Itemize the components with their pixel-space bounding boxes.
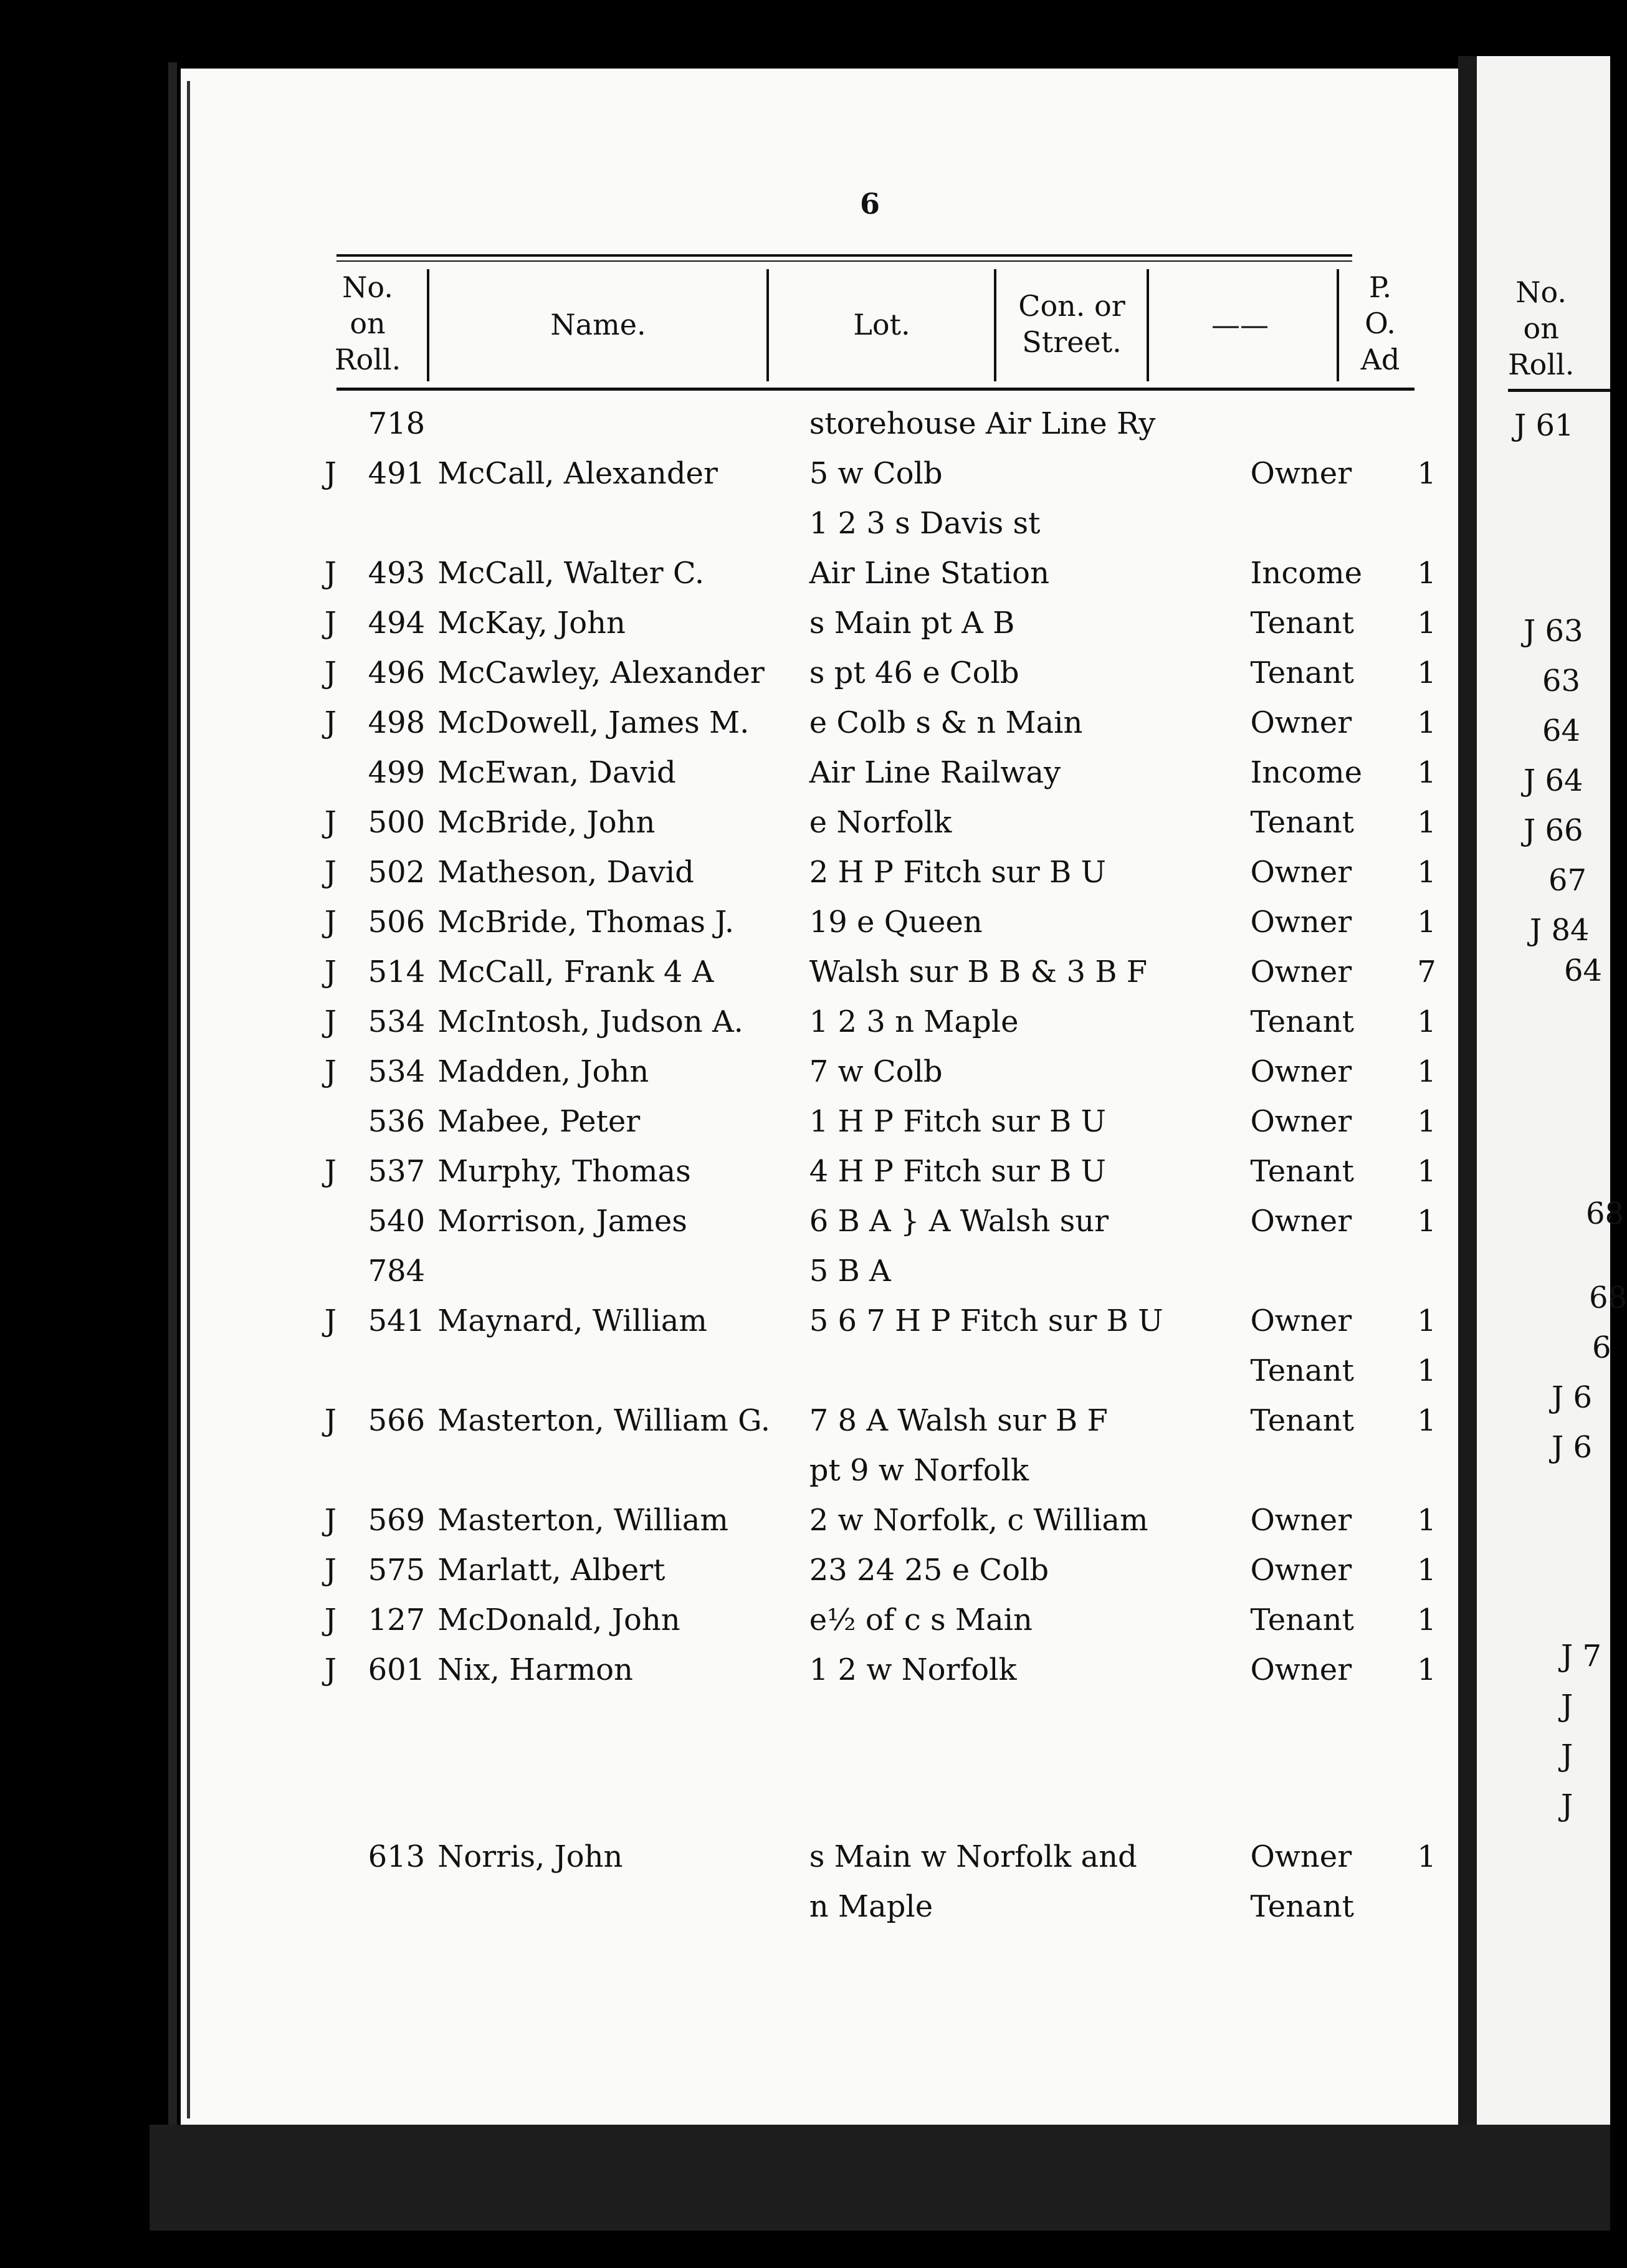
cell-name: McDonald, John <box>437 1603 680 1637</box>
cell-num: 566 <box>368 1403 426 1438</box>
cell-name <box>437 1452 809 1502</box>
cell-name: Masterton, William G. <box>437 1403 771 1438</box>
cell-num: 534 <box>368 1054 426 1089</box>
cell-j <box>312 1103 350 1153</box>
cell-name: McBride, Thomas J. <box>437 905 735 940</box>
cell-type: Owner <box>1250 855 1352 890</box>
table-row <box>312 405 1452 455</box>
cell-type <box>1250 405 1401 455</box>
cell-num: 498 <box>368 705 426 740</box>
cell-po: 1 <box>1417 1104 1436 1139</box>
cell-lot: 5 6 7 H P Fitch sur B U <box>809 1303 1163 1338</box>
cell-num: 502 <box>368 855 426 890</box>
cell-num: 534 <box>368 1004 426 1039</box>
cell-type: Owner <box>1250 1054 1352 1089</box>
cell-name <box>437 1888 809 1938</box>
top-rule <box>336 254 1352 257</box>
cell-name: Norris, John <box>437 1839 623 1874</box>
cell-po: 1 <box>1417 1303 1436 1338</box>
cell-j: J <box>324 1154 336 1189</box>
cell-po: 1 <box>1417 606 1436 641</box>
cell-name: Maynard, William <box>437 1303 707 1338</box>
table-row <box>312 854 1452 903</box>
cell-lot: 1 2 w Norfolk <box>809 1652 1017 1687</box>
cell-j <box>312 1838 350 1888</box>
cell-lot: s Main pt A B <box>809 606 1015 641</box>
cell-po: 1 <box>1417 1403 1436 1438</box>
cell-type: Income <box>1250 755 1363 790</box>
cell-j: J <box>324 1303 336 1338</box>
cell-name: McCall, Alexander <box>437 456 718 491</box>
table-row <box>312 903 1452 953</box>
column-divider <box>427 269 429 381</box>
cell-type: Tenant <box>1250 1603 1354 1637</box>
cell-j: J <box>324 606 336 641</box>
page-number: 6 <box>860 187 880 221</box>
header-con-street: Con. or Street. <box>1018 289 1125 359</box>
cell-num: 493 <box>368 556 426 591</box>
cell-j <box>312 1203 350 1252</box>
facing-page-fragment: J <box>1561 1738 1573 1773</box>
cell-po: 1 <box>1417 1204 1436 1239</box>
cell-j: J <box>324 1553 336 1588</box>
table-row <box>312 604 1452 654</box>
facing-page-fragment: 63 <box>1542 664 1581 698</box>
cell-num: 613 <box>368 1839 426 1874</box>
cell-po: 1 <box>1417 905 1436 940</box>
book-gutter <box>1458 56 1477 2131</box>
cell-type: Owner <box>1250 1839 1352 1874</box>
cell-lot: s Main w Norfolk and <box>809 1839 1137 1874</box>
cell-j: J <box>324 556 336 591</box>
cell-lot: 6 B A } A Walsh sur <box>809 1204 1109 1239</box>
cell-type: Tenant <box>1250 805 1354 840</box>
cell-po: 1 <box>1417 855 1436 890</box>
cell-name: Nix, Harmon <box>437 1652 633 1687</box>
table-row <box>312 1003 1452 1053</box>
column-divider <box>1337 269 1339 381</box>
cell-j: J <box>324 1652 336 1687</box>
table-row <box>312 1402 1452 1452</box>
cell-j <box>312 754 350 804</box>
facing-page-fragment: J 61 <box>1514 408 1574 443</box>
cell-type: Income <box>1250 556 1363 591</box>
cell-po: 1 <box>1417 755 1436 790</box>
cell-name: McIntosh, Judson A. <box>437 1004 743 1039</box>
cell-po: 1 <box>1417 1353 1436 1388</box>
header-po-ad: P. O. Ad <box>1360 270 1400 376</box>
cell-type: Owner <box>1250 705 1352 740</box>
facing-page-fragment: J 6 <box>1552 1430 1593 1465</box>
facing-page-fragment: J 6 <box>1552 1380 1593 1415</box>
cell-lot: n Maple <box>809 1889 933 1924</box>
cell-name: Murphy, Thomas <box>437 1154 691 1189</box>
cell-lot: 1 2 3 n Maple <box>809 1004 1019 1039</box>
cell-name: McCawley, Alexander <box>437 655 765 690</box>
cell-name: McKay, John <box>437 606 626 641</box>
cell-j: J <box>324 905 336 940</box>
cell-po: 1 <box>1417 1004 1436 1039</box>
table-row <box>312 1838 1452 1888</box>
cell-po: 1 <box>1417 655 1436 690</box>
table-row <box>312 1203 1452 1252</box>
cell-num: 569 <box>368 1503 426 1538</box>
cell-lot: e Colb s & n Main <box>809 705 1083 740</box>
cell-type: Owner <box>1250 1553 1352 1588</box>
assessment-roll-table <box>312 405 1452 1938</box>
header-dash: —— <box>1211 308 1269 341</box>
cell-num <box>350 1888 438 1938</box>
table-row <box>312 1352 1452 1402</box>
cell-num: 540 <box>368 1204 426 1239</box>
cell-num: 514 <box>368 955 426 989</box>
page-bottom-shadow <box>150 2125 1610 2231</box>
cell-j: J <box>324 1054 336 1089</box>
cell-num: 541 <box>368 1303 426 1338</box>
table-row <box>312 804 1452 854</box>
cell-num: 499 <box>368 755 426 790</box>
cell-lot: s pt 46 e Colb <box>809 655 1019 690</box>
table-row <box>312 555 1452 604</box>
cell-po: 1 <box>1417 1054 1436 1089</box>
table-row <box>312 1651 1452 1838</box>
table-row <box>312 704 1452 754</box>
cell-type: Tenant <box>1250 1154 1354 1189</box>
cell-name: McDowell, James M. <box>437 705 750 740</box>
top-rule-thin <box>336 260 1352 262</box>
cell-po: 1 <box>1417 1154 1436 1189</box>
cell-po <box>1401 505 1452 555</box>
cell-num: 575 <box>368 1553 426 1588</box>
table-row <box>312 455 1452 505</box>
cell-lot: 2 H P Fitch sur B U <box>809 855 1106 890</box>
cell-type: Tenant <box>1250 606 1354 641</box>
facing-page-header: No. on Roll. <box>1508 275 1575 381</box>
cell-lot: 23 24 25 e Colb <box>809 1553 1049 1588</box>
cell-num: 500 <box>368 805 426 840</box>
cell-po: 1 <box>1417 1652 1436 1687</box>
cell-j: J <box>324 1603 336 1637</box>
cell-type <box>1250 1452 1401 1502</box>
cell-type: Owner <box>1250 456 1352 491</box>
cell-lot: 7 w Colb <box>809 1054 943 1089</box>
table-row <box>312 654 1452 704</box>
cell-j: J <box>324 1403 336 1438</box>
cell-lot: Air Line Station <box>809 556 1049 591</box>
cell-num: 718 <box>368 406 426 441</box>
facing-page-fragment: J 66 <box>1524 813 1583 848</box>
header-rule <box>336 388 1415 391</box>
header-lot: Lot. <box>853 308 910 341</box>
table-row <box>312 1502 1452 1551</box>
cell-j: J <box>324 805 336 840</box>
cell-j: J <box>324 855 336 890</box>
cell-num: 127 <box>368 1603 426 1637</box>
facing-page-fragment: J <box>1561 1788 1573 1823</box>
facing-page-fragment: J 64 <box>1524 763 1583 798</box>
cell-j <box>312 505 350 555</box>
cell-name: Mabee, Peter <box>437 1104 641 1139</box>
cell-j: J <box>324 1503 336 1538</box>
cell-name <box>437 405 809 455</box>
cell-lot: 1 2 3 s Davis st <box>809 506 1041 541</box>
facing-page-fragment: J 63 <box>1524 614 1583 649</box>
cell-j <box>312 1252 350 1302</box>
cell-j <box>312 1452 350 1502</box>
cell-po <box>1401 1888 1452 1938</box>
cell-type <box>1250 505 1401 555</box>
table-row <box>312 1601 1452 1651</box>
cell-po: 1 <box>1417 1503 1436 1538</box>
facing-page-fragment: 67 <box>1548 863 1587 898</box>
cell-j: J <box>324 705 336 740</box>
page-edge <box>168 62 177 2131</box>
cell-type: Tenant <box>1250 1403 1354 1438</box>
cell-type: Tenant <box>1250 1889 1354 1924</box>
cell-lot: 1 H P Fitch sur B U <box>809 1104 1106 1139</box>
table-row <box>312 1053 1452 1103</box>
cell-name <box>437 505 809 555</box>
cell-type: Owner <box>1250 955 1352 989</box>
cell-num <box>350 1452 438 1502</box>
cell-type: Owner <box>1250 905 1352 940</box>
cell-po: 1 <box>1417 705 1436 740</box>
header-name: Name. <box>550 308 646 341</box>
table-row <box>312 1302 1452 1352</box>
cell-lot: 4 H P Fitch sur B U <box>809 1154 1106 1189</box>
cell-num: 494 <box>368 606 426 641</box>
cell-name: McCall, Walter C. <box>437 556 705 591</box>
cell-type: Owner <box>1250 1303 1352 1338</box>
cell-po <box>1401 1252 1452 1302</box>
cell-po: 1 <box>1417 805 1436 840</box>
table-row <box>312 1452 1452 1502</box>
cell-j <box>312 1352 350 1402</box>
cell-po <box>1401 1452 1452 1502</box>
cell-po: 1 <box>1417 456 1436 491</box>
cell-po: 1 <box>1417 1839 1436 1874</box>
cell-name <box>437 1252 809 1302</box>
cell-num: 491 <box>368 456 426 491</box>
cell-type: Owner <box>1250 1503 1352 1538</box>
cell-po <box>1401 405 1452 455</box>
table-row <box>312 505 1452 555</box>
cell-lot: 19 e Queen <box>809 905 983 940</box>
cell-type: Tenant <box>1250 655 1354 690</box>
cell-type: Owner <box>1250 1652 1352 1687</box>
cell-num: 536 <box>368 1104 426 1139</box>
cell-lot: pt 9 w Norfolk <box>809 1453 1029 1488</box>
cell-name: Matheson, David <box>437 855 694 890</box>
cell-lot: Air Line Railway <box>809 755 1061 790</box>
cell-type: Owner <box>1250 1104 1352 1139</box>
table-row <box>312 1103 1452 1153</box>
cell-num: 537 <box>368 1154 426 1189</box>
column-divider <box>994 269 996 381</box>
cell-lot: Walsh sur B B & 3 B F <box>809 955 1148 989</box>
cell-num: 496 <box>368 655 426 690</box>
facing-page-fragment: 64 <box>1564 953 1603 988</box>
cell-num: 506 <box>368 905 426 940</box>
cell-po: 1 <box>1417 556 1436 591</box>
column-divider <box>1147 269 1149 381</box>
header-no-on-roll: No. on Roll. <box>334 270 401 376</box>
facing-page-fragment: 68 <box>1586 1196 1625 1231</box>
cell-name: McEwan, David <box>437 755 676 790</box>
cell-j <box>312 405 350 455</box>
cell-type: Tenant <box>1250 1353 1354 1388</box>
cell-name: McBride, John <box>437 805 656 840</box>
table-row <box>312 1153 1452 1203</box>
table-row <box>312 953 1452 1003</box>
cell-name: McCall, Frank 4 A <box>437 955 714 989</box>
table-row <box>312 754 1452 804</box>
cell-j: J <box>324 456 336 491</box>
cell-j <box>312 1888 350 1938</box>
cell-po: 1 <box>1417 1603 1436 1637</box>
cell-type <box>1250 1252 1401 1302</box>
cell-name: Morrison, James <box>437 1204 687 1239</box>
cell-name: Madden, John <box>437 1054 649 1089</box>
column-divider <box>766 269 769 381</box>
table-row <box>312 1888 1452 1938</box>
table-row <box>312 1551 1452 1601</box>
cell-num: 601 <box>368 1652 426 1687</box>
cell-lot <box>809 1352 1251 1402</box>
cell-lot: storehouse Air Line Ry <box>809 406 1156 441</box>
cell-num <box>350 505 438 555</box>
facing-page-fragment: 64 <box>1542 713 1581 748</box>
cell-j: J <box>324 655 336 690</box>
facing-page-fragment: J 84 <box>1530 913 1590 948</box>
facing-page-fragment: 6 <box>1592 1330 1611 1365</box>
cell-name: Marlatt, Albert <box>437 1553 666 1588</box>
facing-page-fragment: J <box>1561 1689 1573 1723</box>
cell-name: Masterton, William <box>437 1503 728 1538</box>
facing-page-rule <box>1508 389 1610 392</box>
cell-lot: e½ of c s Main <box>809 1603 1033 1637</box>
facing-page-fragment: J 7 <box>1561 1639 1602 1674</box>
page-inner-edge <box>187 81 190 2118</box>
cell-po: 7 <box>1417 955 1436 989</box>
cell-lot: 2 w Norfolk, c William <box>809 1503 1148 1538</box>
table-row <box>312 1252 1452 1302</box>
facing-page-fragment: 68 <box>1589 1280 1627 1315</box>
cell-lot: 7 8 A Walsh sur B F <box>809 1403 1108 1438</box>
cell-num: 784 <box>368 1254 426 1289</box>
cell-lot: 5 B A <box>809 1254 891 1289</box>
cell-lot: 5 w Colb <box>809 456 943 491</box>
cell-j: J <box>324 955 336 989</box>
cell-type: Owner <box>1250 1204 1352 1239</box>
cell-num <box>350 1352 438 1402</box>
cell-j: J <box>324 1004 336 1039</box>
cell-lot: e Norfolk <box>809 805 952 840</box>
cell-name <box>437 1352 809 1402</box>
cell-type: Tenant <box>1250 1004 1354 1039</box>
cell-po: 1 <box>1417 1553 1436 1588</box>
